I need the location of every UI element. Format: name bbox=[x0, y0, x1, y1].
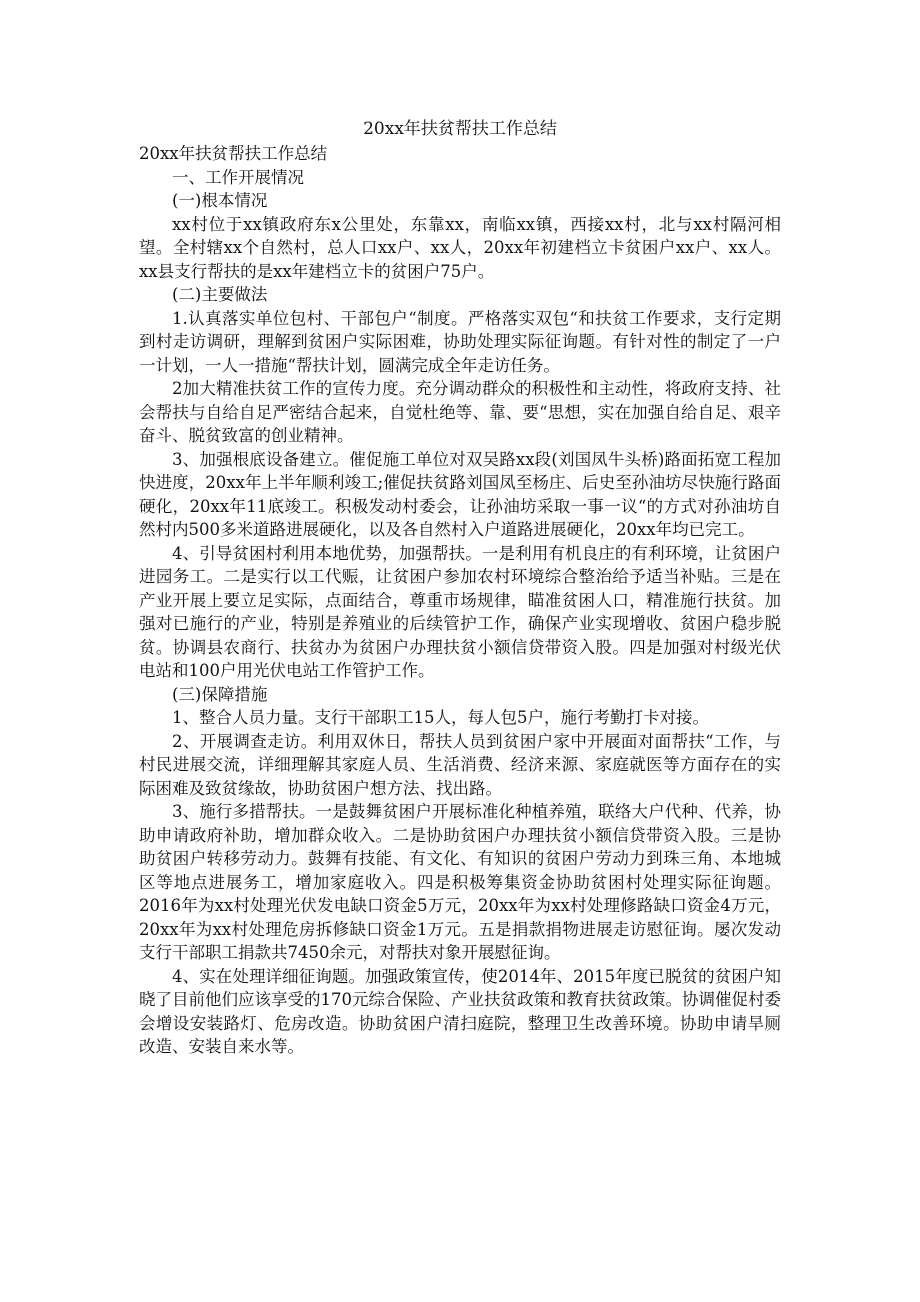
paragraph: 4、引导贫困村利用本地优势，加强帮扶。一是利用有机良庄的有利环境，让贫困户进园务工。二是实行以工代赈，让贫困户参加农村环境综合整治给予适当补贴。三是在产业开展上要立足实际，点面结合，尊重市场规律，瞄准贫困人口，精准施行扶贫。加强对已施行的产业，特别是养殖业的后续管护工作，确保产业实现增收、贫困户稳步脱贫。协调县农商行、扶贫办为贫困户办理扶贫小额信贷带资入股。四是加强对村级光伏电站和100户用光伏电站工作管护工作。 bbox=[139, 543, 781, 680]
paragraph: 3、施行多措帮扶。一是鼓舞贫困户开展标准化种植养殖，联络大户代种、代养，协助申请政府补助，增加群众收入。二是协助贫困户办理扶贫小额信贷带资入股。三是协助贫困户转移劳动力。鼓舞有技能、有文化、有知识的贫困户劳动力到珠三角、本地城区等地点进展务工，增加家庭收入。四是积极筹集资金协助贫困村处理实际征询题。2016年为xx村处理光伏发电缺口资金5万元，20xx年为xx村处理修路缺口资金4万元，20xx年为xx村处理危房拆修缺口资金1万元。五是捐款捐物进展走访慰征询。屡次发动支行干部职工捐款共7450余元，对帮扶对象开展慰征询。 bbox=[139, 802, 781, 962]
paragraph: 1.认真落实单位包村、干部包户“制度。严格落实双包“和扶贫工作要求，支行定期到村走访调研，理解到贫困户实际困难，协助处理实际征询题。有针对性的制定了一户一计划，一人一措施“帮扶计划，圆满完成全年走访任务。 bbox=[139, 308, 781, 375]
paragraph: xx村位于xx镇政府东x公里处，东靠xx，南临xx镇，西接xx村，北与xx村隔河相望。全村辖xx个自然村，总人口xx户、xx人，20xx年初建档立卡贫困户xx户、xx人。xx县支行帮扶的是xx年建档立卡的贫困户75户。 bbox=[139, 214, 781, 281]
paragraph: 20xx年扶贫帮扶工作总结 bbox=[139, 144, 328, 163]
paragraph: 2加大精准扶贫工作的宣传力度。充分调动群众的积极性和主动性，将政府支持、社会帮扶与自给自足严密结合起来，自觉杜绝等、靠、要“思想，实在加强自给自足、艰辛奋斗、脱贫致富的创业精神。 bbox=[139, 379, 781, 445]
paragraph: 3、加强根底设备建立。催促施工单位对双吴路xx段(刘国凤牛头桥)路面拓宽工程加快进度，20xx年上半年顺利竣工;催促扶贫路刘国凤至杨庄、后史至孙油坊尽快施行路面硬化，20xx年11底竣工。积极发动村委会，让孙油坊采取一事一议“的方式对孙油坊自然村内500多米道路进展硬化，以及各自然村入户道路进展硬化，20xx年均已完工。 bbox=[139, 449, 781, 539]
paragraph: 1、整合人员力量。支行干部职工15人，每人包5户，施行考勤打卡对接。 bbox=[172, 708, 709, 727]
paragraph: (三)保障措施 bbox=[172, 684, 268, 704]
document-title: 20xx年扶贫帮扶工作总结 bbox=[363, 119, 557, 139]
document-body bbox=[139, 142, 781, 1059]
paragraph: 2、开展调查走访。利用双休日，帮扶人员到贫困户家中开展面对面帮扶“工作，与村民进展交流，详细理解其家庭人员、生活消费、经济来源、家庭就医等方面存在的实际困难及致贫缘故，协助贫困户想方法、找出路。 bbox=[139, 731, 781, 798]
paragraph: 4、实在处理详细征询题。加强政策宣传，使2014年、2015年度已脱贫的贫困户知晓了目前他们应该享受的170元综合保险、产业扶贫政策和教育扶贫政策。协调催促村委会增设安装路灯、危房改造。协助贫困户清扫庭院，整理卫生改善环境。协助申请旱厕改造、安装自来水等。 bbox=[139, 966, 781, 1056]
paragraph: (二)主要做法 bbox=[172, 285, 268, 304]
paragraph: 一、工作开展情况 bbox=[172, 167, 304, 187]
paragraph: (一)根本情况 bbox=[172, 191, 268, 210]
